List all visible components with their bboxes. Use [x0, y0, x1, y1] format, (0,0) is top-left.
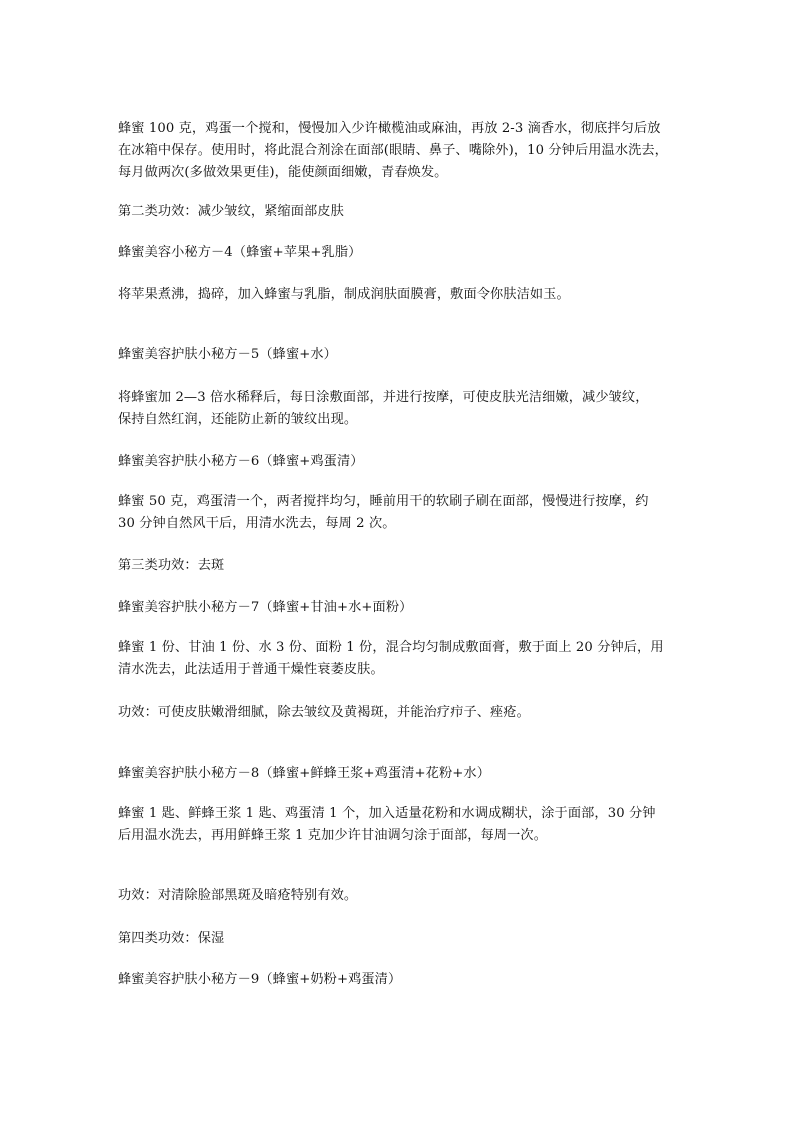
text-line: 蜂蜜 1 份、甘油 1 份、水 3 份、面粉 1 份，混合均匀制成敷面膏，敷于面上 20 分钟后，用: [118, 640, 664, 655]
text-line: 蜂蜜 100 克，鸡蛋一个搅和，慢慢加入少许橄榄油或麻油，再放 2-3 滴香水，彻底拌匀后放: [118, 121, 661, 136]
paragraph-recipe-6: [118, 491, 678, 535]
text-line: 清水洗去，此法适用于普通干燥性衰萎皮肤。: [118, 662, 384, 677]
recipe-title-8: [118, 763, 678, 785]
paragraph-effect-8: [118, 885, 678, 907]
text-line: 蜂蜜 1 匙、鲜蜂王浆 1 匙、鸡蛋清 1 个，加入适量花粉和水调成糊状，涂于面部，30 分钟: [118, 806, 656, 821]
paragraph-recipe-8: [118, 803, 678, 847]
text-line: 第四类功效：保湿: [118, 931, 225, 946]
section-heading-2: [118, 201, 678, 223]
paragraph-recipe-intro: [118, 118, 678, 184]
section-heading-4: [118, 928, 678, 950]
paragraph-recipe-4: [118, 284, 678, 306]
text-line: 蜂蜜美容护肤小秘方－9（蜂蜜+奶粉+鸡蛋清）: [118, 972, 402, 987]
text-line: 功效：对清除脸部黑斑及暗疮特别有效。: [118, 888, 358, 903]
recipe-title-4: [118, 242, 678, 264]
text-line: 蜂蜜 50 克，鸡蛋清一个，两者搅拌均匀，睡前用干的软刷子刷在面部，慢慢进行按摩，约: [118, 494, 649, 509]
text-line: 后用温水洗去，再用鲜蜂王浆 1 克加少许甘油调匀涂于面部，每周一次。: [118, 828, 547, 843]
text-line: 每月做两次(多做效果更佳)，能使颜面细嫩，青春焕发。: [118, 165, 448, 180]
recipe-title-7: [118, 597, 678, 619]
text-line: 功效：可使皮肤嫩滑细腻，除去皱纹及黄褐斑，并能治疗疖子、痤疮。: [118, 705, 530, 720]
paragraph-effect-7: [118, 702, 678, 724]
text-line: 蜂蜜美容护肤小秘方－6（蜂蜜+鸡蛋清）: [118, 454, 364, 469]
text-line: 第二类功效：减少皱纹，紧缩面部皮肤: [118, 204, 344, 219]
recipe-title-6: [118, 451, 678, 473]
text-line: 蜂蜜美容护肤小秘方－8（蜂蜜+鲜蜂王浆+鸡蛋清+花粉+水）: [118, 766, 490, 781]
text-line: 蜂蜜美容小秘方－4（蜂蜜+苹果+乳脂）: [118, 245, 362, 260]
text-line: 保持自然红润，还能防止新的皱纹出现。: [118, 412, 358, 427]
paragraph-recipe-5: [118, 387, 678, 431]
text-line: 蜂蜜美容护肤小秘方－5（蜂蜜+水）: [118, 347, 337, 362]
text-line: 30 分钟自然风干后，用清水洗去，每周 2 次。: [118, 516, 396, 531]
text-line: 将蜂蜜加 2—3 倍水稀释后，每日涂敷面部，并进行按摩，可使皮肤光洁细嫩，减少皱纹，: [118, 390, 649, 405]
text-line: 蜂蜜美容护肤小秘方－7（蜂蜜+甘油+水+面粉）: [118, 600, 413, 615]
recipe-title-5: [118, 344, 678, 366]
text-line: 第三类功效：去斑: [118, 558, 225, 573]
text-line: 在冰箱中保存。使用时，将此混合剂涂在面部(眼睛、鼻子、嘴除外)，10 分钟后用温水洗去，: [118, 143, 668, 158]
paragraph-recipe-7: [118, 637, 678, 681]
section-heading-3: [118, 555, 678, 577]
recipe-title-9: [118, 969, 678, 991]
text-line: 将苹果煮沸，捣碎，加入蜂蜜与乳脂，制成润肤面膜膏，敷面令你肤洁如玉。: [118, 287, 570, 302]
